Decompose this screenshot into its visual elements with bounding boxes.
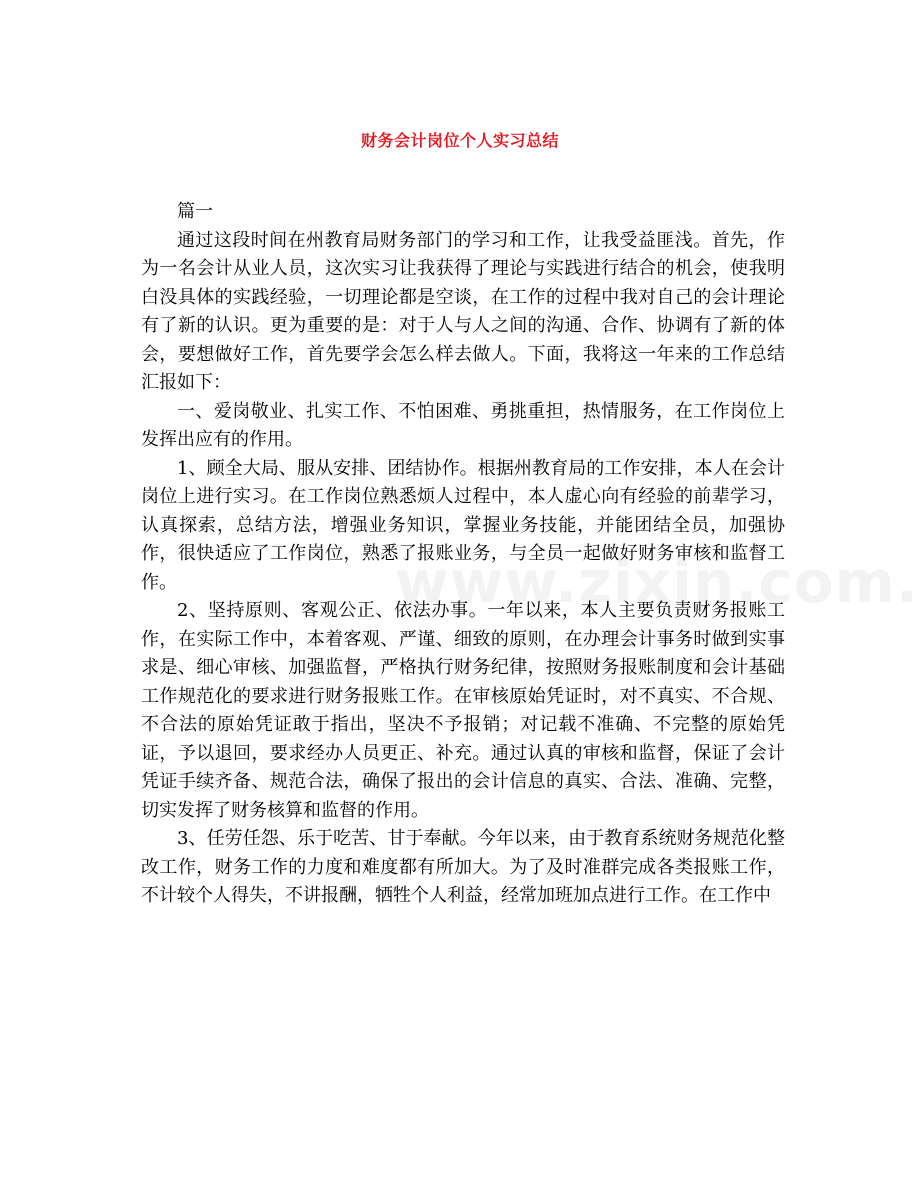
paragraph-item-3: 3、任劳任怨、乐于吃苦、甘于奉献。今年以来，由于教育系统财务规范化整改工作，财务工作的力度和难度都有所加大。为了及时准群完成各类报账工作，不计较个人得失，不讲报酬，牺牲个人利益，经常加班加点进行工作。在工作中	[141, 828, 785, 906]
paragraph-item-2: 2、坚持原则、客观公正、依法办事。一年以来，本人主要负责财务报账工作，在实际工作中，本着客观、严谨、细致的原则，在办理会计事务时做到实事求是、细心审核、加强监督，严格执行财务纪律，按照财务报账制度和会计基础工作规范化的要求进行财务报账工作。在审核原始凭证时，对不真实、不合规、不合法的原始凭证敢于指出，坚决不予报销；对记载不准确、不完整的原始凭证，予以退回，要求经办人员更正、补充。通过认真的审核和监督，保证了会计凭证手续齐备、规范合法，确保了报出的会计信息的真实、合法、准确、完整，切实发挥了财务核算和监督的作用。	[141, 600, 785, 821]
paragraph-intro: 通过这段时间在州教育局财务部门的学习和工作，让我受益匪浅。首先，作为一名会计从业人员，这次实习让我获得了理论与实践进行结合的机会，使我明白没具体的实践经验，一切理论都是空谈，在工作的过程中我对自己的会计理论有了新的认识。更为重要的是：对于人与人之间的沟通、合作、协调有了新的体会，要想做好工作，首先要学会怎么样去做人。下面，我将这一年来的工作总结汇报如下：	[141, 229, 785, 393]
document-title: 财务会计岗位个人实习总结	[360, 131, 559, 150]
paragraph-heading-one: 一、爱岗敬业、扎实工作、不怕困难、勇挑重担，热情服务，在工作岗位上发挥出应有的作用。	[141, 400, 785, 450]
document-body	[141, 198, 785, 911]
section-label: 篇一	[177, 201, 213, 222]
paragraph-item-1: 1、顾全大局、服从安排、团结协作。根据州教育局的工作安排，本人在会计岗位上进行实习。在工作岗位熟悉烦人过程中，本人虚心向有经验的前辈学习，认真探索，总结方法，增强业务知识，掌握业务技能，并能团结全员，加强协作，很快适应了工作岗位，熟悉了报账业务，与全员一起做好财务审核和监督工作。	[141, 457, 785, 593]
